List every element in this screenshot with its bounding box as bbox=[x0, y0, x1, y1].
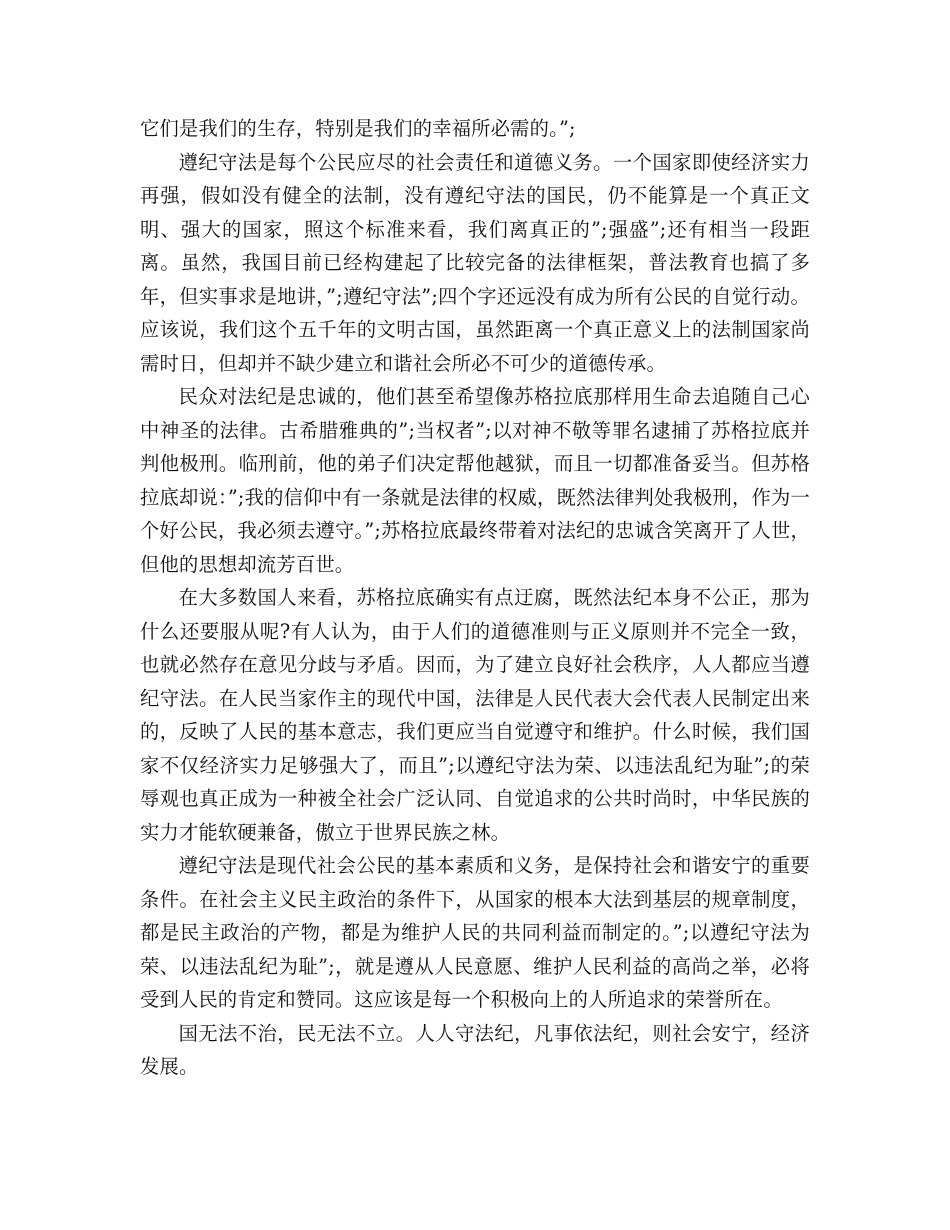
paragraph-continuation: 它们是我们的生存，特别是我们的幸福所必需的。”; bbox=[140, 117, 576, 140]
paragraph-public-view: 在大多数国人来看，苏格拉底确实有点迂腐，既然法纪本身不公正，那为什么还要服从呢?有人认为，由于人们的道德准则与正义原则并不完全一致，也就必然存在意见分歧与矛盾。因而，为了建立良好社会秩序，人人都应当遵纪守法。在人民当家作主的现代中国，法律是人民代表大会代表人民制定出来的，反映了人民的基本意志，我们更应当自觉遵守和维护。什么时候，我们国家不仅经济实力足够强大了，而且”;以遵纪守法为荣、以违法乱纪为耻”;的荣辱观也真正成为一种被全社会广泛认同、自觉追求的公共时尚时，中华民族的实力才能软硬兼备，傲立于世界民族之林。 bbox=[140, 586, 810, 844]
paragraph-rule-of-law: 国无法不治，民无法不立。人人守法纪，凡事依法纪，则社会安宁，经济发展。 bbox=[140, 1021, 810, 1078]
paragraph-socrates: 民众对法纪是忠诚的，他们甚至希望像苏格拉底那样用生命去追随自己心中神圣的法律。古希腊雅典的”;当权者”;以对神不敬等罪名逮捕了苏格拉底并判他极刑。临刑前，他的弟子们决定帮他越狱，而且一切都准备妥当。但苏格拉底却说：”;我的信仰中有一条就是法律的权威，既然法律判处我极刑，作为一个好公民，我必须去遵守。”;苏格拉底最终带着对法纪的忠诚含笑离开了人世，但他的思想却流芳百世。 bbox=[140, 385, 810, 576]
paragraph-citizen-quality: 遵纪守法是现代社会公民的基本素质和义务，是保持社会和谐安宁的重要条件。在社会主义民主政治的条件下，从国家的根本大法到基层的规章制度，都是民主政治的产物，都是为维护人民的共同利益而制定的。”;以遵纪守法为荣、以违法乱纪为耻”;，就是遵从人民意愿、维护人民利益的高尚之举，必将受到人民的肯定和赞同。这应该是每一个积极向上的人所追求的荣誉所在。 bbox=[140, 854, 810, 1011]
paragraph-civic-duty: 遵纪守法是每个公民应尽的社会责任和道德义务。一个国家即使经济实力再强，假如没有健全的法制，没有遵纪守法的国民，仍不能算是一个真正文明、强大的国家，照这个标准来看，我们离真正的”;强盛”;还有相当一段距离。虽然，我国目前已经构建起了比较完备的法律框架，普法教育也搞了多年，但实事求是地讲，”;遵纪守法”;四个字还远没有成为所有公民的自觉行动。应该说，我们这个五千年的文明古国，虽然距离一个真正意义上的法制国家尚需时日，但却并不缺少建立和谐社会所必不可少的道德传承。 bbox=[140, 150, 810, 375]
